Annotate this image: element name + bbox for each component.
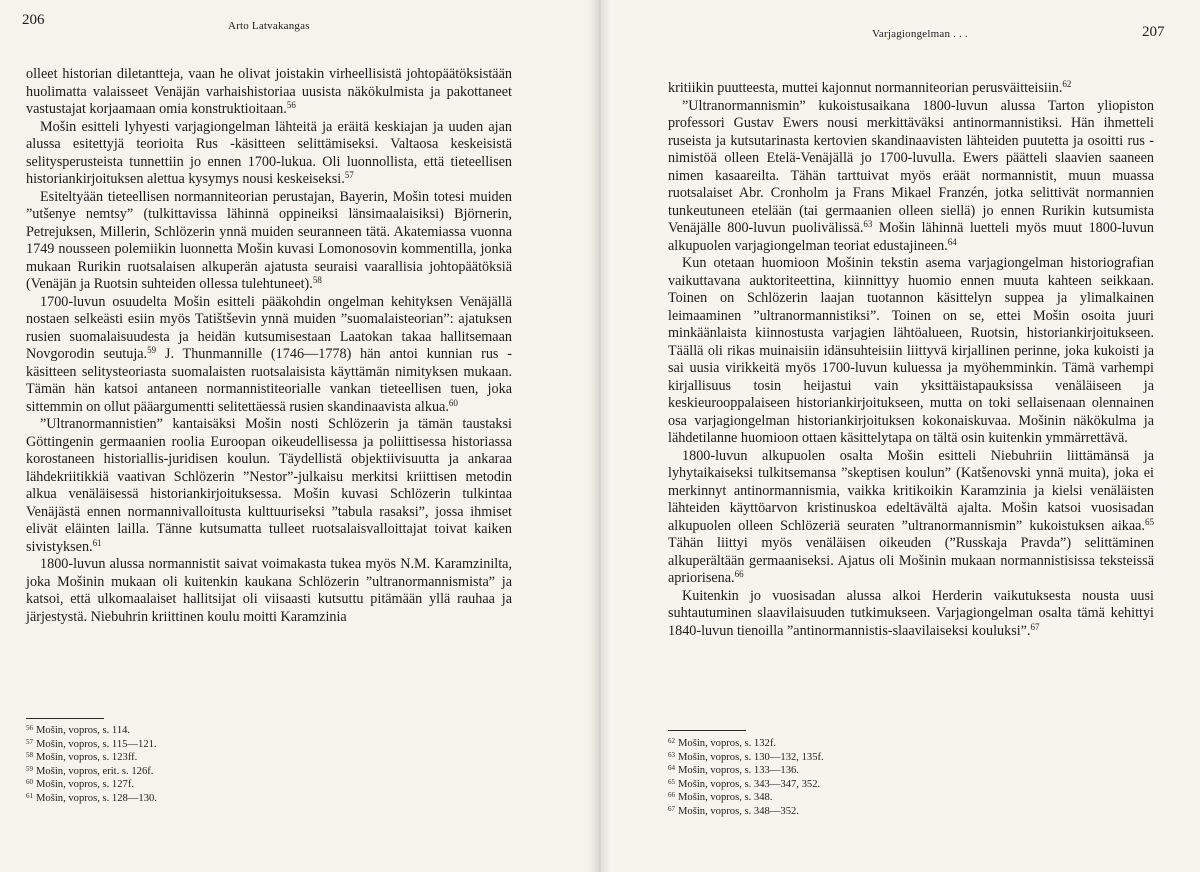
footnote-number: 60 bbox=[26, 778, 33, 787]
footnote-reference: 62 bbox=[1062, 79, 1072, 89]
running-head: Varjagiongelman . . . bbox=[872, 28, 968, 40]
body-text bbox=[668, 80, 1154, 640]
footnote-number: 58 bbox=[26, 751, 33, 760]
footnote-number: 66 bbox=[668, 791, 675, 800]
footnote bbox=[668, 751, 824, 765]
paragraph bbox=[668, 255, 1154, 448]
footnote-reference: 59 bbox=[147, 345, 157, 355]
page-number: 206 bbox=[22, 12, 45, 28]
footnote-rule bbox=[668, 730, 746, 731]
paragraph-text: Mošin esitteli lyhyesti varjagiongelman lähteitä ja eräitä keskiajan ja uuden ajan alussa esitettyjä teorioita Rus -käsitteen selittämiseksi. Valtaosa keskeisistä selitysperusteista tunnettiin jo ennen 1700-lukua. Oli luonnollista, että tieteellisen historiankirjoituksen alettua kysymys nousi keskeiseksi. bbox=[26, 118, 512, 187]
footnote-number: 63 bbox=[668, 750, 675, 759]
footnote bbox=[668, 737, 824, 751]
paragraph-text: Mošin lähinnä luetteli myös muut 1800-luvun alkupuolen varjagiongelman teoriat edustajineen. bbox=[668, 220, 1154, 254]
footnote-text: Mošin, vopros, s. 128—130. bbox=[36, 792, 157, 804]
footnote bbox=[26, 724, 157, 738]
footnote-reference: 67 bbox=[1030, 621, 1040, 632]
footnote bbox=[668, 764, 824, 778]
footnote-text: Mošin, vopros, s. 132f. bbox=[678, 738, 776, 749]
paragraph-text: Esiteltyään tieteellisen normanniteorian perustajan, Bayerin, Mošin totesi muiden ”utšenye nemtsy” (tulkittavissa lähinnä oppineiksi länsimaalaisiksi) Björnerin, Petrejuksen, Millerin, Schlözerin ynnä muiden seuranneen tätä. Akatemiassa vuonna 1749 nousseen polemiikin luonnetta Mošin kuvasi Lomonosovin kommentilla, jonka mukaan Rurikin ruotsalaisen alkuperän ajatusta seuraisi vaarallisia johtopäätöksiä (Venäjän ja Ruotsin suhteiden ollessa tulehtuneet). bbox=[26, 188, 512, 292]
paragraph bbox=[668, 588, 1154, 641]
paragraph-text: ”Ultranormannismin” kukoistusaikana 1800-luvun alussa Tarton yliopiston professori Gustav Ewers nousi merkittäväksi antinormannistiksi. Hän ihmetteli ruseista ja kutsutarinasta kertovien skandinaavisten lähteiden puutetta ja osoitti rus -nimistöä olleen Etelä-Venäjällä jo 1700-luvulla. Ewers päätteli slaavien saaneen nimen kasaareilta. Tähän tarttuivat myös eräät normannistit, muun muassa ruotsalaiset Abr. Cronholm ja Frans Mikael Franzén, jotka selittivät normannien tunkeutuneen etelään (tai germaanien olleen siellä) jo ennen Rurikin kutsumista Venäjälle 800-luvun puolivälissä. bbox=[668, 97, 1154, 236]
paragraph-text: J. Thunmannille (1746—1778) hän antoi kunnian rus -käsitteen selitysteoriasta suomalaisten ruotsalaisista käyttämän nimityksen mukaan. Tämän hän katsoi antaneen normannistiteorialle vankan tieteellisen tuen, joka sittemmin on ollut pääargumentti selitettäessä rusien skandinaavista alkua. bbox=[26, 346, 512, 415]
footnotes bbox=[26, 724, 157, 806]
footnotes bbox=[668, 737, 824, 819]
paragraph bbox=[26, 556, 512, 626]
footnote-number: 59 bbox=[26, 764, 33, 773]
footnote bbox=[26, 751, 157, 765]
body-text bbox=[26, 66, 512, 626]
book-gutter bbox=[588, 0, 612, 872]
footnote bbox=[26, 778, 157, 792]
footnote-number: 56 bbox=[26, 724, 33, 732]
footnote-text: Mošin, vopros, s. 133—136. bbox=[678, 765, 799, 777]
footnote bbox=[668, 805, 824, 819]
right-page bbox=[600, 0, 1200, 872]
paragraph-text: Kun otetaan huomioon Mošinin tekstin asema varjagiongelman historiografian vaikuttavana auktoriteettina, kiinnittyy huomio ennen muuta kahteen seikkaan. Toinen on Schlözerin laajan tuotannon käsittelyn suppea ja ylimalkainen leimaaminen ”ultranormannistiksi”. Toinen on se, ettei Mošin osoita juuri minkäänlaista kiinnostusta varjagien lähtöalueen, Ruotsin, historiankirjoitukseen. Täällä oli rikas muinaisiin idänsuhteisiin liittyvä kirjallinen perinne, joka kukoisti ja sai uusia virikkeitä myös 1700-luvun kuluessa ja myöhemminkin. Tämä varhempi kirjallisuus tosin heijastui vain yksittäistapauksissa venäläiseen ja keskieurooppalaiseen historiankirjoitukseen, mutta on toki sellaisenaan olennainen osa varjagiongelman historiankirjoituksen kokonaiskuvaa. Mošinin näkökulma ja lähdetilanne huomioon ottaen käsittelytapa on tältä osin kuitenkin ymmärrettävä. bbox=[668, 255, 1154, 446]
paragraph bbox=[26, 189, 512, 294]
footnote-text: Mošin, vopros, s. 114. bbox=[36, 725, 131, 736]
running-head: Arto Latvakangas bbox=[228, 20, 310, 32]
footnote-text: Mošin, vopros, s. 115—121. bbox=[36, 738, 157, 750]
paragraph-text: Kuitenkin jo vuosisadan alussa alkoi Herderin vaikutuksesta nousta uusi suhtautuminen slaavilaisuuden tutkimukseen. Varjagiongelman osalta tämä kehittyi 1840-luvun tienoilla ”antinormannistis-slaavilaiseksi kouluksi”. bbox=[668, 587, 1154, 639]
paragraph-text: olleet historian diletantteja, vaan he olivat joistakin virheellisistä johtopäätöksistään huolimatta valaisseet Venäjän varhaishistoriaa uusista näkökulmista ja pakottaneet vastustajat korjaamaan omia konstruktioitaan. bbox=[26, 66, 512, 117]
footnote-reference: 65 bbox=[1145, 516, 1154, 527]
footnote-number: 67 bbox=[668, 804, 675, 813]
footnote-text: Mošin, vopros, s. 343—347, 352. bbox=[678, 778, 821, 790]
footnote-number: 64 bbox=[668, 764, 675, 773]
footnote bbox=[26, 792, 157, 806]
paragraph bbox=[668, 80, 1154, 98]
footnote bbox=[668, 791, 824, 805]
footnote bbox=[668, 778, 824, 792]
paragraph bbox=[26, 416, 512, 556]
footnote-reference: 64 bbox=[947, 236, 957, 247]
footnote-number: 61 bbox=[26, 791, 33, 800]
footnote-reference: 61 bbox=[92, 537, 102, 548]
paragraph-text: 1800-luvun alussa normannistit saivat voimakasta tukea myös N.M. Karamzinilta, joka Mošinin mukaan oli kuitenkin kaukana Schlözerin ”ultranormannismista” ja katsoi, että ulkomaalaiset hallitsijat oli viisaasti kutsuttu pitämään yllä rauhaa ja järjestystä. Niebuhrin kriittinen koulu moitti Karamzinia bbox=[26, 556, 512, 625]
footnote-text: Mošin, vopros, erit. s. 126f. bbox=[36, 765, 154, 777]
footnote bbox=[26, 765, 157, 779]
page-number: 207 bbox=[1142, 24, 1165, 40]
footnote-rule bbox=[26, 718, 104, 719]
footnote-reference: 57 bbox=[344, 170, 354, 180]
paragraph bbox=[668, 98, 1154, 256]
footnote-text: Mošin, vopros, s. 348. bbox=[678, 792, 773, 804]
paragraph-text: Tähän liittyi myös venäläisen oikeuden (”Russkaja Pravda”) selittäminen alkuperältään germaaniseksi. Ajatus oli Mošinin mukaan normannistisissa teksteissä apriorisena. bbox=[668, 535, 1154, 586]
paragraph bbox=[26, 119, 512, 189]
paragraph-text: kritiikin puutteesta, muttei kajonnut normanniteorian perusväitteisiin. bbox=[668, 80, 1063, 96]
paragraph bbox=[26, 66, 512, 119]
footnote-text: Mošin, vopros, s. 348—352. bbox=[678, 805, 799, 817]
paragraph-text: 1800-luvun alkupuolen osalta Mošin esitteli Niebuhriin liittämänsä ja lyhytaikaiseksi tulkitsemansa ”skeptisen koulun” (Katšenovski ynnä muita), joka ei merkinnyt antinormannismia, vaikka kritikoikin Karamzinia ja kielsi venäläisten lähteiden käyttöarvon kristinuskoa edeltävältä ajalta. Mošin katsoi vuosisadan alkupuolen olleen Schlözeriä seuraten ”ultranormannismin” kukoistuksen aikaa. bbox=[668, 447, 1154, 534]
footnote-reference: 60 bbox=[448, 397, 458, 408]
paragraph bbox=[668, 448, 1154, 588]
footnote-reference: 66 bbox=[734, 569, 744, 579]
footnote-reference: 58 bbox=[312, 275, 322, 285]
footnote bbox=[26, 738, 157, 752]
footnote-text: Mošin, vopros, s. 127f. bbox=[36, 779, 134, 791]
paragraph-text: 1700-luvun osuudelta Mošin esitteli pääkohdin ongelman kehityksen Venäjällä nostaen selkeästi esiin myös Tatištševin ynnä muiden ”suomalaisteorian”: ajatuksen rusien suomalaisuudesta ja heidän kutsumisestaan Laatokan takaa hallitsemaan Novgorodin seutuja. bbox=[26, 293, 512, 362]
footnote-number: 62 bbox=[668, 737, 675, 745]
footnote-number: 57 bbox=[26, 737, 33, 746]
footnote-reference: 56 bbox=[286, 100, 296, 110]
footnote-text: Mošin, vopros, s. 130—132, 135f. bbox=[678, 751, 824, 763]
paragraph bbox=[26, 294, 512, 417]
footnote-number: 65 bbox=[668, 777, 675, 786]
footnote-reference: 63 bbox=[863, 219, 873, 229]
footnote-text: Mošin, vopros, s. 123ff. bbox=[36, 752, 138, 764]
paragraph-text: ”Ultranormannistien” kantaisäksi Mošin nosti Schlözerin ja tämän taustaksi Göttingenin germaanien roolia Euroopan oikeudellisessa ja poliittisessa historiassa korostaneen historiallis-juridisen koulun. Täydellistä objektiivisuutta ja ankaraa lähdekriitikkiä vaativan Schlözerin ”Nestor”-julkaisu merkitsi kriittisen metodin alkua venäläisessä historiankirjoituksessa. Mošin kuvasi Schlözerin tulkintaa Venäjästä ennen normannivalloitusta kulttuuriseksi ”tabula rasaksi”, jossa ihmiset elivät eläinten lailla. Tänne kutsumatta tulleet ruotsalaisvalloittajat toivat kaiken sivistyksen. bbox=[26, 416, 512, 555]
